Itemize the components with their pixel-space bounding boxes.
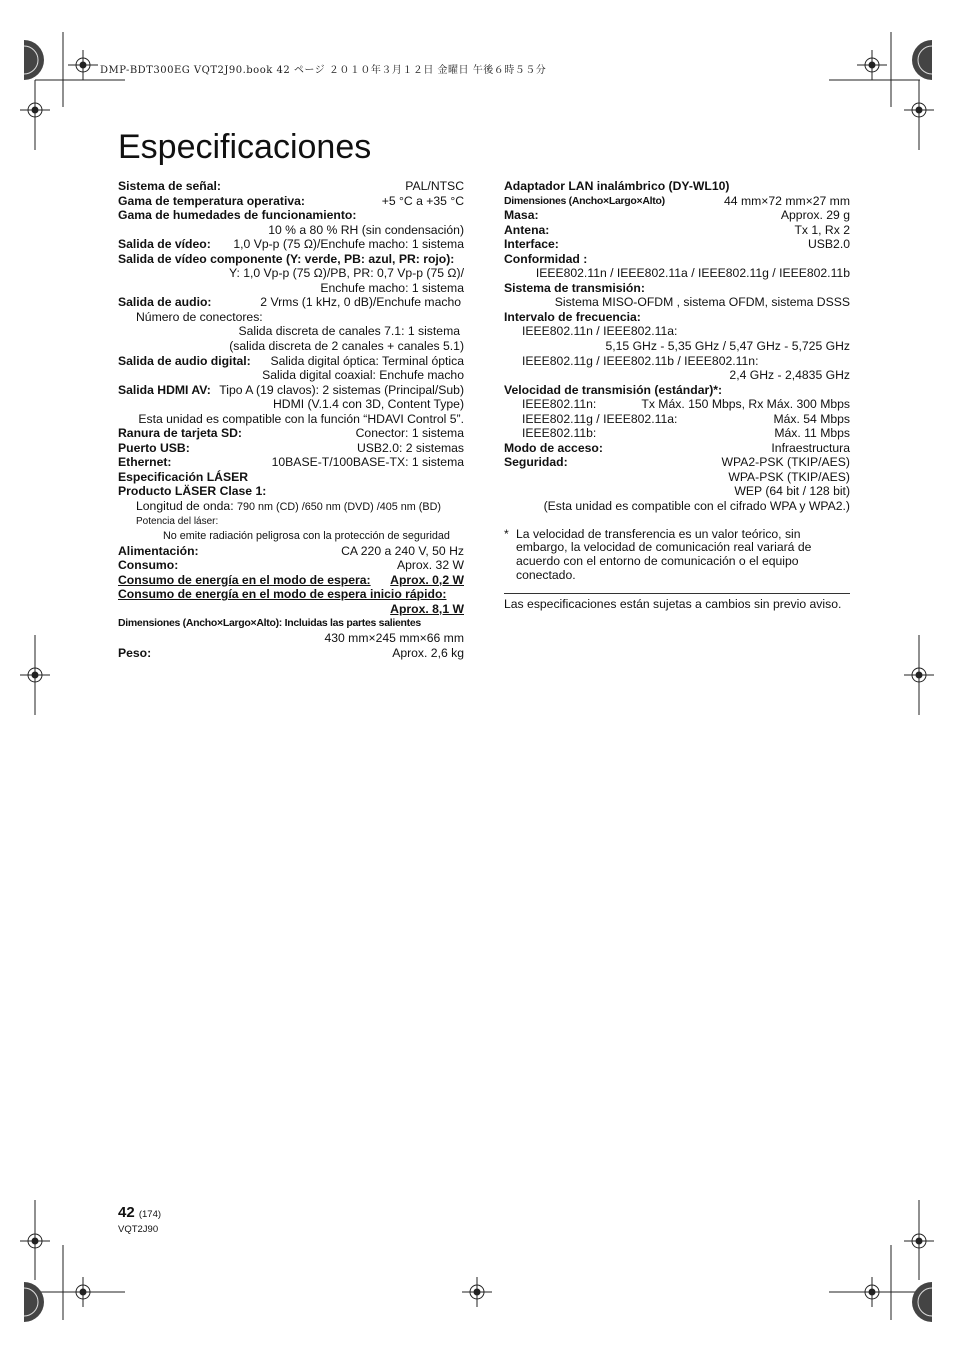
crosshair-icon bbox=[904, 660, 934, 690]
spec-label: Número de conectores: bbox=[136, 309, 263, 324]
spec-sublabel: IEEE802.11g / IEEE802.11a: bbox=[522, 411, 678, 426]
spec-label: Gama de temperatura operativa: bbox=[118, 193, 305, 208]
spec-label: Sistema de señal: bbox=[118, 179, 221, 193]
spec-label: Velocidad de transmisión (estándar)*: bbox=[504, 382, 723, 397]
crosshair-icon bbox=[904, 95, 934, 125]
spec-speed-n bbox=[504, 397, 850, 412]
spec-label: Seguridad: bbox=[504, 455, 568, 470]
spec-value: WPA-PSK (TKIP/AES) bbox=[728, 469, 850, 484]
footnote-text: La velocidad de transferencia es un valor teórico, sin embargo, la velocidad de comunicación real variará de acuerdo con el entorno de comunicación o el equipo conectado. bbox=[516, 526, 812, 582]
crosshair-icon bbox=[68, 50, 98, 80]
spec-sublabel: IEEE802.11n / IEEE802.11a: bbox=[522, 324, 678, 339]
divider bbox=[504, 593, 850, 594]
spec-value: Máx. 11 Mbps bbox=[774, 426, 850, 441]
spec-label: Potencia del láser: bbox=[136, 515, 219, 527]
spec-usb bbox=[118, 441, 464, 456]
spec-sublabel: IEEE802.11g / IEEE802.11b / IEEE802.11n: bbox=[522, 353, 759, 368]
spec-label: Especificación LÁSER bbox=[118, 469, 249, 484]
spec-adapter-dimensions bbox=[504, 194, 850, 209]
spec-label: Ranura de tarjeta SD: bbox=[118, 426, 242, 441]
spec-label: Modo de acceso: bbox=[504, 440, 603, 455]
spec-value: 790 nm (CD) /650 nm (DVD) /405 nm (BD) bbox=[236, 501, 441, 514]
spec-ethernet bbox=[118, 455, 464, 470]
spec-security bbox=[504, 455, 850, 470]
spec-sublabel: IEEE802.11b: bbox=[522, 426, 597, 441]
spec-access-mode bbox=[504, 441, 850, 456]
spec-value: 5,15 GHz - 5,35 GHz / 5,47 GHz - 5,725 GHz bbox=[605, 339, 850, 354]
spec-value: 2 Vrms (1 kHz, 0 dB)/Enchufe macho bbox=[260, 295, 461, 310]
spec-value: 1,0 Vp-p (75 Ω)/Enchufe macho: 1 sistema bbox=[233, 237, 464, 252]
spec-weight bbox=[118, 646, 464, 661]
crosshair-icon bbox=[462, 1277, 492, 1307]
document-code: VQT2J90 bbox=[118, 1224, 159, 1235]
rosette-icon bbox=[912, 40, 932, 80]
spec-value: 44 mm×72 mm×27 mm bbox=[724, 193, 850, 208]
spec-value: Enchufe macho: 1 sistema bbox=[320, 280, 464, 295]
spec-value: Salida digital óptica: Terminal óptica bbox=[270, 353, 464, 368]
spec-label: Sistema de transmisión: bbox=[504, 280, 645, 295]
page-number bbox=[118, 1204, 161, 1221]
spec-label: Conformidad : bbox=[504, 251, 588, 266]
spec-value: 10 % a 80 % RH (sin condensación) bbox=[268, 222, 464, 237]
spec-label: Dimensiones (Ancho×Largo×Alto) bbox=[504, 194, 665, 207]
rosette-icon bbox=[24, 40, 44, 80]
spec-label: Antena: bbox=[504, 222, 550, 237]
spec-value: Salida discreta de canales 7.1: 1 sistema bbox=[238, 324, 460, 339]
spec-label: Salida de vídeo: bbox=[118, 237, 211, 252]
spec-value: Máx. 54 Mbps bbox=[773, 411, 850, 426]
spec-label: Salida HDMI AV: bbox=[118, 382, 211, 397]
spec-sd-slot bbox=[118, 426, 464, 441]
spec-value: Aprox. 0,2 W bbox=[390, 572, 464, 587]
footnote bbox=[504, 528, 850, 583]
spec-value: USB2.0 bbox=[807, 237, 850, 252]
spec-antenna bbox=[504, 223, 850, 238]
spec-speed-ga bbox=[504, 412, 850, 427]
print-header: DMP-BDT300EG VQT2J90.book 42 ページ ２０１０年３月１２日 金曜日 午後６時５５分 bbox=[100, 65, 547, 76]
crosshair-icon bbox=[857, 50, 887, 80]
spec-label: Gama de humedades de funcionamiento: bbox=[118, 208, 357, 223]
spec-interface bbox=[504, 237, 850, 252]
spec-label: Peso: bbox=[118, 645, 152, 660]
spec-value: IEEE802.11n / IEEE802.11a / IEEE802.11g / IEEE802.11b bbox=[535, 266, 850, 281]
spec-label: Intervalo de frecuencia: bbox=[504, 309, 641, 324]
rosette-icon bbox=[24, 1282, 44, 1322]
spec-label: Masa: bbox=[504, 208, 539, 223]
spec-label: Salida de audio digital: bbox=[118, 353, 251, 368]
spec-value: (salida discreta de 2 canales + canales 5.1) bbox=[229, 339, 464, 354]
spec-label: Salida de audio: bbox=[118, 295, 212, 310]
spec-video bbox=[118, 237, 464, 252]
spec-value: 430 mm×245 mm×66 mm bbox=[324, 630, 464, 645]
spec-label: Consumo de energía en el modo de espera: bbox=[118, 572, 371, 587]
crosshair-icon bbox=[857, 1277, 887, 1307]
spec-quickstart-value-wrap bbox=[118, 602, 464, 617]
spec-value: Approx. 29 g bbox=[780, 208, 850, 223]
crosshair-icon bbox=[68, 1277, 98, 1307]
spec-label: Dimensiones (Ancho×Largo×Alto): Incluidas las partes salientes bbox=[118, 617, 421, 630]
spec-value: WEP (64 bit / 128 bit) bbox=[734, 484, 850, 499]
spec-column-right bbox=[504, 179, 850, 612]
spec-mass bbox=[504, 208, 850, 223]
spec-audio bbox=[118, 295, 464, 310]
spec-value: USB2.0: 2 sistemas bbox=[356, 440, 464, 455]
spec-value: Y: 1,0 Vp-p (75 Ω)/PB, PR: 0,7 Vp-p (75 Ω)/ bbox=[229, 266, 464, 281]
spec-value: HDMI (V.1.4 con 3D, Content Type) bbox=[272, 397, 464, 412]
spec-value: Aprox. 2,6 kg bbox=[392, 645, 464, 660]
spec-label: Alimentación: bbox=[118, 543, 199, 558]
spec-sublabel: IEEE802.11n: bbox=[522, 397, 597, 412]
spec-label: Producto LÄSER Clase 1: bbox=[118, 484, 267, 499]
spec-value: Sistema MISO-OFDM , sistema OFDM, sistema DSSS bbox=[554, 295, 850, 310]
spec-wavelength bbox=[118, 499, 464, 515]
crosshair-icon bbox=[20, 95, 50, 125]
spec-hdmi bbox=[118, 383, 464, 398]
spec-value: 2,4 GHz - 2,4835 GHz bbox=[729, 368, 850, 383]
spec-value: PAL/NTSC bbox=[405, 179, 464, 193]
spec-label: Consumo: bbox=[118, 558, 179, 573]
spec-value: Salida digital coaxial: Enchufe macho bbox=[262, 368, 464, 383]
spec-value: Tx Máx. 150 Mbps, Rx Máx. 300 Mbps bbox=[641, 397, 850, 412]
page-number-value: 42 bbox=[118, 1204, 135, 1221]
page-title: Especificaciones bbox=[118, 128, 372, 166]
disclaimer: Las especificaciones están sujetas a cambios sin previo aviso. bbox=[504, 596, 842, 611]
spec-value: No emite radiación peligrosa con la protección de seguridad bbox=[163, 530, 450, 543]
spec-speed-b bbox=[504, 426, 850, 441]
spec-label: Adaptador LAN inalámbrico (DY-WL10) bbox=[504, 179, 730, 193]
spec-label: Consumo de energía en el modo de espera inicio rápido: bbox=[118, 587, 447, 602]
spec-value: Aprox. 32 W bbox=[396, 558, 464, 573]
spec-value: 10BASE-T/100BASE-TX: 1 sistema bbox=[271, 455, 464, 470]
spec-value: Tipo A (19 clavos): 2 sistemas (Principal/Sub) bbox=[219, 382, 464, 397]
crosshair-icon bbox=[904, 1226, 934, 1256]
spec-label: Puerto USB: bbox=[118, 440, 190, 455]
spec-value: (Esta unidad es compatible con el cifrado WPA y WPA2.) bbox=[543, 499, 850, 514]
spec-value: Conector: 1 sistema bbox=[355, 426, 464, 441]
footnote-marker: * bbox=[504, 526, 509, 541]
spec-value: Infraestructura bbox=[771, 440, 850, 455]
spec-value: CA 220 a 240 V, 50 Hz bbox=[341, 543, 464, 558]
spec-value: Esta unidad es compatible con la función “HDAVI Control 5”. bbox=[138, 411, 464, 426]
crosshair-icon bbox=[20, 1226, 50, 1256]
spec-label: Ethernet: bbox=[118, 455, 172, 470]
spec-consumption bbox=[118, 558, 464, 573]
spec-value: Tx 1, Rx 2 bbox=[794, 222, 850, 237]
page-number-sub: (174) bbox=[138, 1209, 162, 1220]
spec-label: Interface: bbox=[504, 237, 559, 252]
spec-label: Longitud de onda: bbox=[136, 499, 234, 514]
spec-value: Aprox. 8,1 W bbox=[390, 601, 464, 616]
spec-label: Salida de vídeo componente (Y: verde, PB: azul, PR: rojo): bbox=[118, 251, 455, 266]
spec-column-left bbox=[118, 179, 464, 660]
spec-standby bbox=[118, 573, 464, 588]
spec-value: +5 °C a +35 °C bbox=[381, 193, 464, 208]
spec-signal bbox=[118, 179, 464, 194]
spec-temperature bbox=[118, 194, 464, 209]
spec-digital-audio bbox=[118, 354, 464, 369]
spec-power bbox=[118, 544, 464, 559]
spec-value: WPA2-PSK (TKIP/AES) bbox=[721, 455, 850, 470]
rosette-icon bbox=[912, 1282, 932, 1322]
crosshair-icon bbox=[20, 660, 50, 690]
